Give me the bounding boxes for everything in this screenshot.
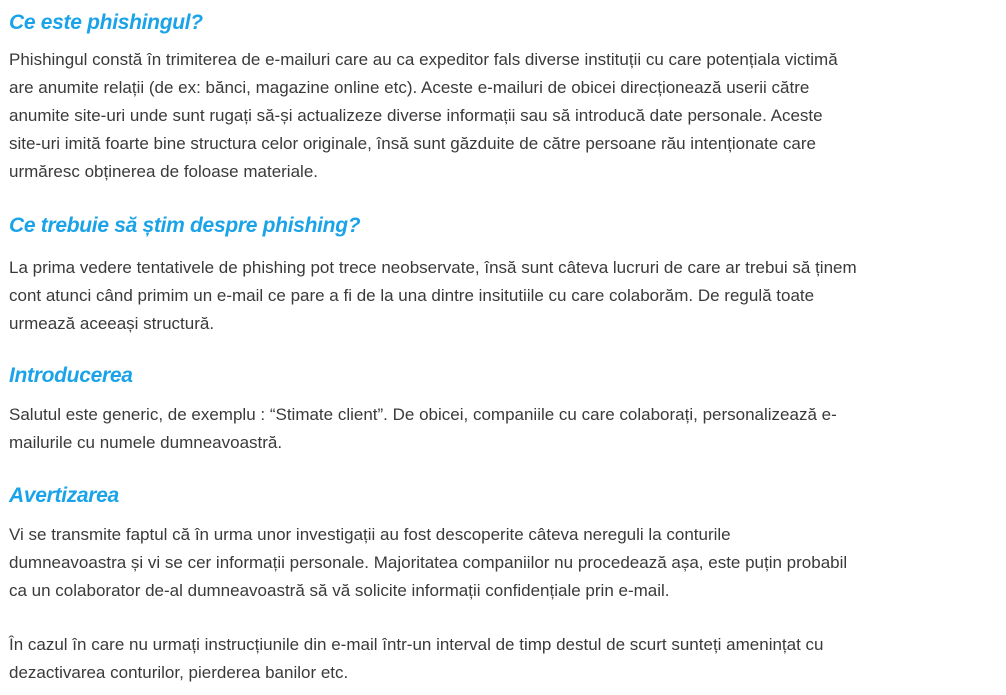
text-line: ca un colaborator de-al dumneavoastră să vă solicite informații confidențiale prin e-mail. (9, 581, 670, 600)
paragraph-ce-trebuie-sa-stim (9, 254, 857, 338)
text-line: urmăresc obținerea de foloase materiale. (9, 162, 318, 181)
text-line: cont atunci când primim un e-mail ce pare a fi de la una dintre insitutiile cu care colaborăm. De regulă toate (9, 286, 815, 305)
text-line: are anumite relații (de ex: bănci, magazine online etc). Aceste e-mailuri de obicei direcționează userii către (9, 78, 810, 97)
heading-ce-trebuie-sa-stim: Ce trebuie să știm despre phishing? (9, 214, 361, 237)
text-line: La prima vedere tentativele de phishing pot trece neobservate, însă sunt câteva lucruri de care ar trebui să ținem (9, 258, 857, 277)
text-line: dezactivarea conturilor, pierderea banilor etc. (9, 663, 349, 682)
paragraph-ce-este-phishingul (9, 46, 838, 186)
text-line: Vi se transmite faptul că în urma unor investigații au fost descoperite câteva nereguli la conturile (9, 525, 731, 544)
text-line: mailurile cu numele dumneavoastră. (9, 433, 283, 452)
text-line: În cazul în care nu urmați instrucțiunile din e-mail într-un interval de timp destul de scurt sunteți amenințat cu (9, 635, 824, 654)
text-line: urmează aceeași structură. (9, 314, 215, 333)
text-line: anumite site-uri unde sunt rugați să-și actualizeze diverse informații sau să introducă date personale. Aceste (9, 106, 823, 125)
paragraph-avertizarea (9, 521, 847, 605)
text-line: Salutul este generic, de exemplu : “Stimate client”. De obicei, companiile cu care colaborați, personalizează e- (9, 405, 837, 424)
paragraph-avertizarea-consecinte (9, 631, 824, 687)
heading-avertizarea: Avertizarea (9, 484, 119, 507)
heading-introducerea: Introducerea (9, 364, 133, 387)
paragraph-introducerea (9, 401, 837, 457)
heading-ce-este-phishingul: Ce este phishingul? (9, 11, 203, 34)
text-line: Phishingul constă în trimiterea de e-mailuri care au ca expeditor fals diverse instituții cu care potențiala victimă (9, 50, 838, 69)
text-line: site-uri imită foarte bine structura celor originale, însă sunt găzduite de către persoane rău intenționate care (9, 134, 817, 153)
text-line: dumneavoastra și vi se cer informații personale. Majoritatea companiilor nu procedează așa, este puțin probabil (9, 553, 848, 572)
